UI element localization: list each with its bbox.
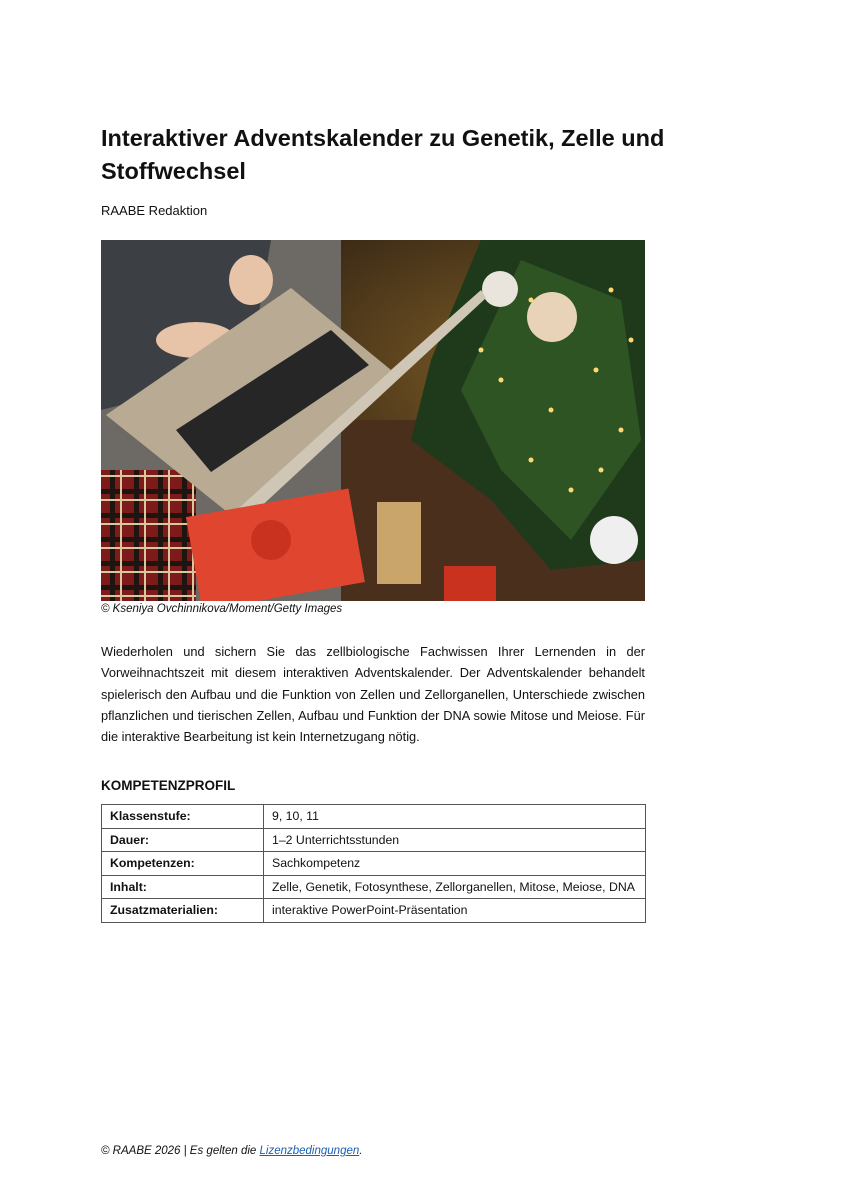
table-row — [102, 875, 646, 899]
row-value: Zelle, Genetik, Fotosynthese, Zellorganellen, Mitose, Meiose, DNA — [264, 875, 646, 899]
footer-copyright: © RAABE 2026 | Es gelten die — [101, 1145, 260, 1157]
document-title: Interaktiver Adventskalender zu Genetik, Zelle und Stoffwechsel — [101, 125, 665, 184]
table-row — [102, 899, 646, 923]
intro-paragraph: Wiederholen und sichern Sie das zellbiologische Fachwissen Ihrer Lernenden in der Vorweihnachtszeit mit diesem interaktiven Adventskalender. Der Adventskalender behandelt spielerisch den Aufbau und die Funktion von Zellen und Zellorganellen, Unterschiede zwischen pflanzlichen und tierischen Zellen, Aufbau und Funktion der DNA sowie Mitose und Meiose. Für die interaktive Bearbeitung ist kein Internetzugang nötig. — [101, 644, 645, 745]
competence-profile-table — [101, 804, 646, 923]
cover-photo — [101, 240, 645, 601]
row-value: 9, 10, 11 — [264, 805, 646, 829]
table-row — [102, 852, 646, 876]
laptop-christmas-illustration — [101, 240, 645, 601]
footer — [101, 1145, 362, 1157]
image-credit: © Kseniya Ovchinnikova/Moment/Getty Images — [101, 603, 343, 615]
table-row — [102, 828, 646, 852]
author: RAABE Redaktion — [101, 203, 208, 218]
row-value: interaktive PowerPoint-Präsentation — [264, 899, 646, 923]
row-value: 1–2 Unterrichtsstunden — [264, 828, 646, 852]
row-label: Zusatzmaterialien: — [102, 899, 264, 923]
row-value: Sachkompetenz — [264, 852, 646, 876]
section-title: KOMPETENZPROFIL — [101, 778, 236, 793]
row-label: Kompetenzen: — [102, 852, 264, 876]
table-row — [102, 805, 646, 829]
row-label: Inhalt: — [102, 875, 264, 899]
row-label: Klassenstufe: — [102, 805, 264, 829]
row-label: Dauer: — [102, 828, 264, 852]
footer-suffix: . — [359, 1145, 363, 1157]
license-link[interactable]: Lizenzbedingungen — [259, 1145, 360, 1157]
